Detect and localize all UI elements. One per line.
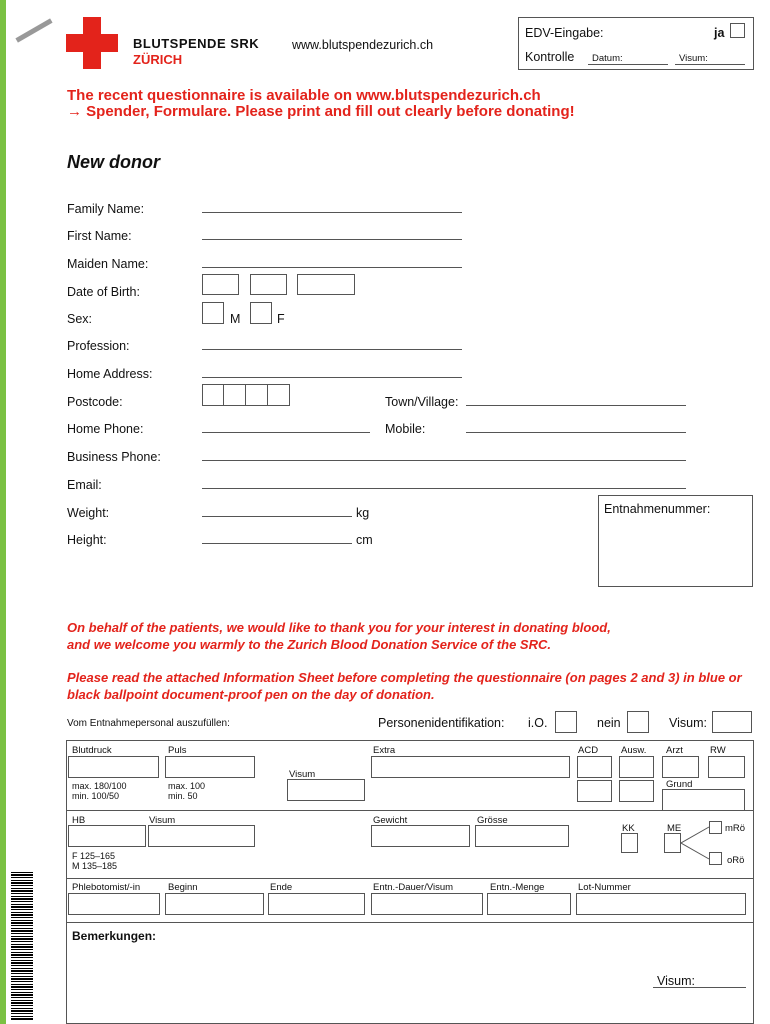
- grund-label: Grund: [666, 779, 693, 790]
- blutdruck-box[interactable]: [68, 756, 159, 778]
- height-label: Height:: [67, 533, 107, 547]
- brand-city: ZÜRICH: [133, 52, 183, 67]
- notice-line1: The recent questionnaire is available on www.blutspendezurich.ch: [67, 87, 541, 104]
- visum-end-label: Visum:: [657, 974, 695, 988]
- dob-label: Date of Birth:: [67, 285, 140, 299]
- me-label: ME: [667, 823, 682, 834]
- visum-row2-label: Visum: [149, 815, 176, 826]
- io-checkbox[interactable]: [555, 711, 577, 733]
- staple-mark: [15, 18, 52, 42]
- mobile-label: Mobile:: [385, 422, 426, 436]
- red-cross-logo: [66, 17, 118, 69]
- visum-label: Visum:: [679, 53, 708, 64]
- mro-label: mRö: [725, 823, 746, 834]
- entn-menge-box[interactable]: [487, 893, 571, 915]
- postcode-box-2[interactable]: [223, 384, 246, 406]
- gewicht-label: Gewicht: [373, 815, 408, 826]
- hb-range-m: M 135–185: [72, 861, 118, 871]
- hb-box[interactable]: [68, 825, 146, 847]
- family-name-label: Family Name:: [67, 202, 145, 216]
- oro-label: oRö: [727, 855, 745, 866]
- read-line1: Please read the attached Information Sheet before completing the questionnaire (on pages 2 and 3) in blue or: [67, 670, 742, 685]
- hb-range-f: F 125–165: [72, 851, 116, 861]
- oro-checkbox[interactable]: [709, 852, 722, 865]
- datum-line[interactable]: [588, 64, 668, 65]
- kontrolle-label: Kontrolle: [525, 50, 575, 64]
- rw-box[interactable]: [708, 756, 745, 778]
- barcode: [11, 872, 33, 1020]
- weight-field[interactable]: [202, 516, 352, 517]
- visum-staff-box[interactable]: [712, 711, 752, 733]
- home-address-field[interactable]: [202, 377, 462, 378]
- divider-row1: [66, 810, 754, 811]
- visum-line[interactable]: [675, 64, 745, 65]
- groesse-label: Grösse: [477, 815, 508, 826]
- divider-row3: [66, 922, 754, 923]
- visum-row1-label: Visum: [289, 769, 316, 780]
- maiden-name-field[interactable]: [202, 267, 462, 268]
- entn-dauer-box[interactable]: [371, 893, 483, 915]
- kk-label: KK: [622, 823, 635, 834]
- brand-name: BLUTSPENDE SRK: [133, 36, 260, 51]
- beginn-box[interactable]: [165, 893, 264, 915]
- bemerkungen-label: Bemerkungen:: [72, 929, 157, 943]
- puls-box[interactable]: [165, 756, 255, 778]
- form-title: New donor: [67, 152, 160, 172]
- visum-staff-label: Visum:: [669, 716, 707, 730]
- arzt-label: Arzt: [666, 745, 683, 756]
- town-field[interactable]: [466, 405, 686, 406]
- entnahmenummer-label: Entnahmenummer:: [604, 502, 711, 516]
- staff-note: Vom Entnahmepersonal auszufüllen:: [67, 718, 230, 729]
- kk-box[interactable]: [621, 833, 638, 853]
- profession-field[interactable]: [202, 349, 462, 350]
- divider-row2: [66, 878, 754, 879]
- nein-label: nein: [597, 716, 621, 730]
- website: www.blutspendezurich.ch: [292, 38, 434, 52]
- mro-checkbox[interactable]: [709, 821, 722, 834]
- maiden-name-label: Maiden Name:: [67, 257, 149, 271]
- business-phone-field[interactable]: [202, 460, 686, 461]
- gewicht-box[interactable]: [371, 825, 470, 847]
- family-name-field[interactable]: [202, 212, 462, 213]
- email-field[interactable]: [202, 488, 686, 489]
- acd-box-2[interactable]: [577, 780, 612, 802]
- extra-label: Extra: [373, 745, 396, 756]
- datum-label: Datum:: [592, 53, 623, 64]
- bp-range-max: max. 180/100: [72, 781, 127, 791]
- green-side-bar: [0, 0, 6, 1024]
- hb-label: HB: [72, 815, 86, 826]
- town-label: Town/Village:: [385, 395, 459, 409]
- beginn-label: Beginn: [168, 882, 198, 893]
- thanks-line1: On behalf of the patients, we would like to thank you for your interest in donating blood,: [67, 620, 611, 635]
- visum-row1-box[interactable]: [287, 779, 365, 801]
- grund-box[interactable]: [662, 789, 745, 811]
- edv-label: EDV-Eingabe:: [525, 26, 604, 40]
- acd-box-1[interactable]: [577, 756, 612, 778]
- postcode-box-1[interactable]: [202, 384, 224, 406]
- puls-label: Puls: [168, 745, 187, 756]
- business-phone-label: Business Phone:: [67, 450, 161, 464]
- height-unit: cm: [356, 533, 373, 547]
- me-branch-lines: [681, 823, 711, 863]
- ausw-box-2[interactable]: [619, 780, 654, 802]
- visum-end-line[interactable]: [653, 987, 746, 988]
- ausw-label: Ausw.: [621, 745, 647, 756]
- home-phone-label: Home Phone:: [67, 422, 144, 436]
- lot-box[interactable]: [576, 893, 746, 915]
- postcode-label: Postcode:: [67, 395, 123, 409]
- puls-range-max: max. 100: [168, 781, 206, 791]
- home-address-label: Home Address:: [67, 367, 153, 381]
- height-field[interactable]: [202, 543, 352, 544]
- dob-year-box[interactable]: [297, 274, 355, 295]
- io-label: i.O.: [528, 716, 548, 730]
- home-phone-field[interactable]: [202, 432, 370, 433]
- arzt-box[interactable]: [662, 756, 699, 778]
- groesse-box[interactable]: [475, 825, 569, 847]
- entn-menge-label: Entn.-Menge: [490, 882, 545, 893]
- sex-m-label: M: [230, 312, 241, 326]
- ausw-box-1[interactable]: [619, 756, 654, 778]
- read-line2: black ballpoint document-proof pen on the day of donation.: [67, 687, 435, 702]
- profession-label: Profession:: [67, 339, 130, 353]
- ende-label: Ende: [270, 882, 293, 893]
- personen-label: Personenidentifikation:: [378, 716, 505, 730]
- sex-m-checkbox[interactable]: [202, 302, 224, 324]
- ja-label: ja: [714, 26, 725, 40]
- extra-box[interactable]: [371, 756, 570, 778]
- first-name-label: First Name:: [67, 229, 132, 243]
- mobile-field[interactable]: [466, 432, 686, 433]
- postcode-box-4[interactable]: [267, 384, 290, 406]
- puls-range-min: min. 50: [168, 791, 198, 801]
- sex-f-label: F: [277, 312, 285, 326]
- bp-range-min: min. 100/50: [72, 791, 120, 801]
- blutdruck-label: Blutdruck: [72, 745, 112, 756]
- visum-row2-box[interactable]: [148, 825, 255, 847]
- notice-line2: → Spender, Formulare. Please print and fill out clearly before donating!: [67, 103, 575, 120]
- ende-box[interactable]: [268, 893, 365, 915]
- sex-label: Sex:: [67, 312, 93, 326]
- email-label: Email:: [67, 478, 102, 492]
- weight-unit: kg: [356, 506, 370, 520]
- ja-checkbox[interactable]: [730, 23, 745, 38]
- dob-month-box[interactable]: [250, 274, 287, 295]
- postcode-box-3[interactable]: [245, 384, 268, 406]
- me-box[interactable]: [664, 833, 681, 853]
- rw-label: RW: [710, 745, 726, 756]
- entn-dauer-label: Entn.-Dauer/Visum: [373, 882, 454, 893]
- dob-day-box[interactable]: [202, 274, 239, 295]
- sex-f-checkbox[interactable]: [250, 302, 272, 324]
- weight-label: Weight:: [67, 506, 110, 520]
- nein-checkbox[interactable]: [627, 711, 649, 733]
- lot-label: Lot-Nummer: [578, 882, 631, 893]
- thanks-line2: and we welcome you warmly to the Zurich Blood Donation Service of the SRC.: [67, 637, 551, 652]
- first-name-field[interactable]: [202, 239, 462, 240]
- acd-label: ACD: [578, 745, 599, 756]
- phlebotomist-label: Phlebotomist/-in: [72, 882, 141, 893]
- phlebotomist-box[interactable]: [68, 893, 160, 915]
